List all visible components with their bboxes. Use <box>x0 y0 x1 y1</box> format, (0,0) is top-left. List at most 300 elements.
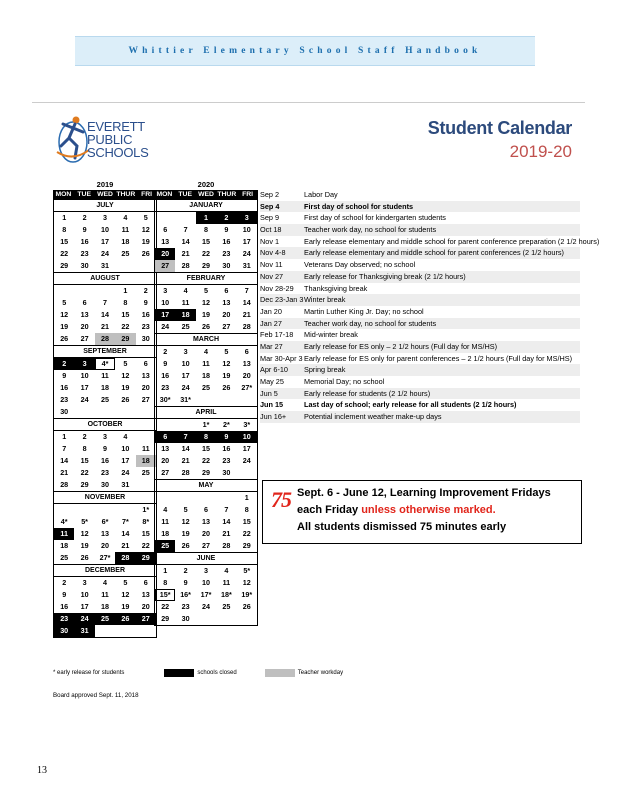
event-date: Sep 9 <box>260 213 280 223</box>
day-cell: 1 <box>123 286 128 295</box>
month-name: JANUARY <box>155 200 257 212</box>
day-cell: 1* <box>142 505 150 514</box>
event-description: Early release for ES only – 2 1/2 hours (Full day for MS/HS) <box>304 341 498 351</box>
day-cell: 12 <box>80 529 89 538</box>
event-row <box>260 306 580 318</box>
notice-line1: Sept. 6 - June 12, Learning Improvement Fridays <box>297 487 551 499</box>
day-cell: 24 <box>161 322 170 331</box>
event-date: Jun 15 <box>260 400 284 410</box>
week-row <box>54 358 156 370</box>
notice-line2-emphasis: unless otherwise marked. <box>361 504 496 516</box>
week-row <box>155 540 257 552</box>
day-cell: 21 <box>222 529 231 538</box>
event-date: Nov 4-8 <box>260 248 286 258</box>
day-cell: 8 <box>196 431 216 443</box>
day-cell: 20 <box>80 322 89 331</box>
day-cell: 28 <box>181 468 190 477</box>
day-cell: 1 <box>163 566 168 575</box>
day-cell: 5* <box>81 517 88 526</box>
day-cell: 16 <box>141 310 150 319</box>
week-row <box>54 540 156 552</box>
logo-line3: SCHOOLS <box>87 145 149 160</box>
day-cell: 15 <box>201 444 210 453</box>
day-cell <box>155 492 175 504</box>
event-date: Dec 23-Jan 3 <box>260 295 304 305</box>
day-cell: 5 <box>123 359 128 368</box>
handbook-banner <box>75 36 535 66</box>
day-cell: 6 <box>155 431 175 443</box>
day-cell: 13 <box>80 310 89 319</box>
week-row <box>54 443 156 455</box>
events-list <box>260 189 600 423</box>
day-cell <box>74 504 94 516</box>
weekday-label: TUE <box>77 191 91 198</box>
week-row <box>54 236 156 248</box>
day-cell: 2 <box>163 347 168 356</box>
day-cell: 3 <box>102 432 107 441</box>
divider <box>32 102 585 103</box>
day-cell: 25 <box>121 249 130 258</box>
day-cell: 30 <box>80 261 89 270</box>
day-cell: 9 <box>143 298 148 307</box>
legend-closed: schools closed <box>197 670 237 676</box>
day-cell: 3 <box>183 347 188 356</box>
day-cell <box>175 212 195 224</box>
day-cell: 4 <box>123 432 128 441</box>
day-cell: 16 <box>100 456 109 465</box>
day-cell: 6 <box>224 286 229 295</box>
week-row <box>54 528 156 540</box>
day-cell: 12 <box>181 517 190 526</box>
event-date: Apr 6-10 <box>260 365 288 375</box>
event-row <box>260 399 580 411</box>
day-cell: 6 <box>163 225 168 234</box>
day-cell: 30 <box>222 468 231 477</box>
day-cell: 13 <box>222 298 231 307</box>
runner-logo-icon <box>55 112 91 170</box>
day-cell: 23 <box>54 613 74 625</box>
day-cell: 30* <box>159 395 171 404</box>
day-cell: 1 <box>62 432 67 441</box>
notice-line3: All students dismissed 75 minutes early <box>297 521 507 533</box>
day-cell <box>136 479 156 491</box>
event-date: Jun 16+ <box>260 412 287 422</box>
month-name: JULY <box>54 200 156 212</box>
day-cell: 3 <box>74 358 94 370</box>
day-cell: 25 <box>141 468 150 477</box>
day-cell: 28 <box>242 322 251 331</box>
event-description: Labor Day <box>304 190 338 199</box>
day-cell: 16 <box>222 237 231 246</box>
day-cell: 10 <box>121 444 130 453</box>
day-cell: 12 <box>141 225 150 234</box>
day-cell: 7 <box>224 505 229 514</box>
day-cell <box>196 613 216 625</box>
event-date: Jan 27 <box>260 318 282 328</box>
day-cell: 23 <box>141 322 150 331</box>
day-cell: 13 <box>161 444 170 453</box>
week-row <box>155 224 257 236</box>
day-cell: 12 <box>121 590 130 599</box>
day-cell <box>237 394 257 406</box>
week-row <box>54 382 156 394</box>
day-cell: 28 <box>115 552 135 564</box>
day-cell <box>136 625 156 637</box>
legend <box>53 669 343 677</box>
day-cell: 2 <box>183 566 188 575</box>
week-row <box>155 309 257 321</box>
day-cell: 18 <box>60 541 69 550</box>
event-row <box>260 271 580 283</box>
day-cell: 20 <box>100 541 109 550</box>
day-cell <box>155 419 175 431</box>
day-cell: 4 <box>224 566 229 575</box>
weekday-label: WED <box>97 191 113 198</box>
day-cell: 4 <box>183 286 188 295</box>
day-cell: 23 <box>222 249 231 258</box>
day-cell: 28 <box>95 333 115 345</box>
day-cell: 5 <box>143 213 148 222</box>
day-cell: 24 <box>201 602 210 611</box>
day-cell: 29 <box>161 614 170 623</box>
day-cell: 8 <box>244 505 249 514</box>
day-cell: 26 <box>222 383 231 392</box>
day-cell: 10 <box>100 225 109 234</box>
day-cell: 2 <box>62 578 67 587</box>
day-cell <box>54 285 74 297</box>
day-cell: 2 <box>82 432 87 441</box>
day-cell: 6 <box>143 578 148 587</box>
legend-teacher-swatch <box>265 669 295 677</box>
week-row <box>155 321 257 333</box>
event-row <box>260 236 600 248</box>
day-cell: 25 <box>100 395 109 404</box>
day-cell: 18 <box>100 383 109 392</box>
day-cell: 13 <box>141 590 150 599</box>
day-cell: 19 <box>121 383 130 392</box>
day-cell: 10 <box>161 298 170 307</box>
day-cell: 21 <box>181 456 190 465</box>
event-date: Nov 27 <box>260 271 284 281</box>
day-cell: 27* <box>99 553 111 562</box>
day-cell: 20 <box>141 383 150 392</box>
day-cell <box>115 260 135 272</box>
week-row <box>54 625 156 637</box>
month-name: MAY <box>155 479 257 492</box>
day-cell: 15 <box>201 237 210 246</box>
day-cell: 21 <box>121 541 130 550</box>
day-cell: 3 <box>237 212 257 224</box>
day-cell: 24 <box>181 383 190 392</box>
day-cell: 15* <box>155 589 175 601</box>
day-cell: 9 <box>183 578 188 587</box>
day-cell: 31* <box>180 395 191 404</box>
day-cell <box>115 504 135 516</box>
page-number: 13 <box>37 765 47 776</box>
event-description: Winter break <box>304 295 346 305</box>
day-cell: 6 <box>203 505 208 514</box>
event-date: Mar 30-Apr 3 <box>260 353 303 363</box>
event-description: Memorial Day; no school <box>304 377 385 386</box>
day-cell: 5 <box>183 505 188 514</box>
months-grid <box>154 200 258 626</box>
day-cell: 5* <box>243 566 251 575</box>
legend-teacher: Teacher workday <box>297 670 344 676</box>
day-cell: 29 <box>80 480 89 489</box>
day-cell: 3 <box>102 213 107 222</box>
notice-number: 75 <box>271 487 291 512</box>
day-cell: 5 <box>224 347 229 356</box>
week-row <box>155 577 257 589</box>
week-row <box>54 212 156 224</box>
day-cell: 25 <box>181 322 190 331</box>
event-row <box>260 247 580 259</box>
day-cell: 23 <box>80 249 89 258</box>
day-cell: 30 <box>100 480 109 489</box>
day-cell: 1 <box>244 493 249 502</box>
event-description: Spring break <box>304 365 346 375</box>
day-cell: 7 <box>175 431 195 443</box>
weekday-label: THUR <box>116 191 136 198</box>
day-cell: 11 <box>202 359 210 368</box>
day-cell: 30 <box>60 407 69 416</box>
day-cell: 19 <box>181 529 190 538</box>
day-cell: 25 <box>60 553 69 562</box>
day-cell: 16 <box>60 602 69 611</box>
week-row <box>54 467 156 479</box>
week-row <box>155 504 257 516</box>
day-cell: 3 <box>203 566 208 575</box>
day-cell: 23 <box>161 383 170 392</box>
months-grid <box>53 200 157 638</box>
week-row <box>54 321 156 333</box>
day-cell: 9 <box>62 371 67 380</box>
day-cell: 26 <box>242 602 251 611</box>
event-description: Veterans Day observed; no school <box>304 260 416 270</box>
day-cell: 19 <box>141 237 150 246</box>
week-row <box>54 406 156 418</box>
day-cell: 3 <box>163 286 168 295</box>
day-cell: 2 <box>54 358 74 370</box>
event-row <box>260 212 580 224</box>
day-cell: 25 <box>155 540 175 552</box>
day-cell: 7 <box>183 225 188 234</box>
day-cell: 18 <box>201 371 210 380</box>
day-cell: 18 <box>100 602 109 611</box>
event-date: Jan 20 <box>260 306 282 316</box>
calendar-2019 <box>53 180 157 638</box>
week-row <box>54 455 156 467</box>
day-cell: 2* <box>222 420 230 429</box>
event-row <box>260 259 580 271</box>
event-date: Nov 1 <box>260 236 280 246</box>
week-row <box>54 309 156 321</box>
day-cell: 11 <box>101 590 109 599</box>
day-cell: 11 <box>141 444 150 453</box>
day-cell: 14 <box>121 529 130 538</box>
month-name: SEPTEMBER <box>54 345 156 358</box>
event-description: Last day of school; early release for all students (2 1/2 hours) <box>304 400 517 410</box>
day-cell: 29 <box>201 261 210 270</box>
day-cell: 29 <box>242 541 251 550</box>
day-cell: 25 <box>222 602 231 611</box>
day-cell: 7* <box>121 517 129 526</box>
day-cell: 23 <box>60 395 69 404</box>
day-cell: 21 <box>181 249 190 258</box>
day-cell: 12 <box>201 298 210 307</box>
day-cell: 3* <box>243 420 251 429</box>
day-cell <box>155 212 175 224</box>
week-row <box>54 297 156 309</box>
week-row <box>155 285 257 297</box>
day-cell: 8 <box>82 444 87 453</box>
day-cell: 8 <box>62 225 67 234</box>
day-cell: 16 <box>161 371 170 380</box>
week-row <box>155 346 257 358</box>
day-cell: 9 <box>82 225 87 234</box>
weekday-label: THUR <box>217 191 237 198</box>
calendar-heading <box>428 118 572 162</box>
day-cell: 16 <box>222 444 231 453</box>
day-cell: 10 <box>201 578 210 587</box>
day-cell: 31 <box>100 261 109 270</box>
week-row <box>155 443 257 455</box>
day-cell: 5 <box>123 578 128 587</box>
day-cell <box>95 285 115 297</box>
month-name: JUNE <box>155 552 257 565</box>
day-cell <box>54 504 74 516</box>
day-cell: 20 <box>155 248 175 260</box>
event-row <box>260 341 580 353</box>
day-cell: 17 <box>181 371 190 380</box>
day-cell <box>237 613 257 625</box>
day-cell <box>136 431 156 443</box>
day-cell: 17* <box>200 590 212 599</box>
day-cell: 26 <box>121 395 130 404</box>
calendar-year: 2020 <box>197 180 215 189</box>
day-cell: 27 <box>222 322 231 331</box>
day-cell <box>115 406 135 418</box>
day-cell: 9 <box>163 359 168 368</box>
day-cell: 27 <box>155 260 175 272</box>
day-cell: 22 <box>80 468 89 477</box>
day-cell: 23 <box>100 468 109 477</box>
day-cell: 5 <box>203 286 208 295</box>
day-cell: 16 <box>60 383 69 392</box>
day-cell: 22 <box>242 529 251 538</box>
month-name: OCTOBER <box>54 418 156 431</box>
event-description: Mid-winter break <box>304 330 358 340</box>
day-cell: 19 <box>60 322 69 331</box>
week-row <box>155 248 257 260</box>
event-description: Early release for students (2 1/2 hours) <box>304 388 431 398</box>
week-row <box>54 248 156 260</box>
day-cell: 12 <box>60 310 69 319</box>
week-row <box>54 224 156 236</box>
month-name: FEBRUARY <box>155 272 257 285</box>
event-row <box>260 411 580 423</box>
day-cell: 2 <box>216 212 236 224</box>
day-cell: 20 <box>201 529 210 538</box>
week-row <box>155 528 257 540</box>
weekday-label: MON <box>55 191 72 198</box>
day-cell: 9 <box>62 590 67 599</box>
event-date: Sep 4 <box>260 201 280 211</box>
day-cell <box>95 504 115 516</box>
day-cell <box>196 492 216 504</box>
day-cell <box>74 406 94 418</box>
day-cell: 19 <box>222 371 231 380</box>
month-name: AUGUST <box>54 272 156 285</box>
day-cell: 20 <box>161 456 170 465</box>
day-cell <box>74 285 94 297</box>
day-cell: 13 <box>141 371 150 380</box>
day-cell: 12 <box>222 359 231 368</box>
event-row <box>260 353 580 365</box>
day-cell: 18* <box>220 590 232 599</box>
day-cell: 15 <box>242 517 251 526</box>
week-row <box>155 260 257 272</box>
day-cell: 15 <box>141 529 150 538</box>
day-cell: 20 <box>242 371 251 380</box>
week-row <box>54 504 156 516</box>
day-cell: 30 <box>141 334 150 343</box>
week-row <box>54 577 156 589</box>
month-name: MARCH <box>155 333 257 346</box>
day-cell: 11 <box>101 371 109 380</box>
day-cell: 17 <box>100 237 109 246</box>
event-row <box>260 189 580 201</box>
day-cell <box>115 625 135 637</box>
day-cell: 29 <box>115 333 135 345</box>
month-name: DECEMBER <box>54 564 156 577</box>
day-cell: 31 <box>74 625 94 637</box>
event-description: Potential inclement weather make-up days <box>304 412 442 422</box>
weekday-label: WED <box>198 191 214 198</box>
day-cell: 6* <box>101 517 109 526</box>
event-date: Oct 18 <box>260 225 282 235</box>
day-cell <box>216 613 236 625</box>
week-row <box>54 394 156 406</box>
event-row <box>260 201 580 213</box>
day-cell <box>237 467 257 479</box>
day-cell: 17 <box>242 237 251 246</box>
event-date: Jun 5 <box>260 388 278 398</box>
day-cell: 24 <box>242 456 251 465</box>
event-row <box>260 224 580 236</box>
day-cell: 3 <box>82 578 87 587</box>
week-row <box>54 516 156 528</box>
day-cell: 20 <box>141 602 150 611</box>
day-cell: 21 <box>242 310 251 319</box>
day-cell: 19* <box>241 590 253 599</box>
day-cell <box>95 406 115 418</box>
day-cell: 22 <box>201 456 210 465</box>
day-cell: 7 <box>62 444 67 453</box>
day-cell: 4 <box>203 347 208 356</box>
week-row <box>155 601 257 613</box>
day-cell: 11 <box>121 225 130 234</box>
day-cell <box>175 419 195 431</box>
learning-fridays-notice <box>262 480 582 544</box>
event-description: Early release for Thanksgiving break (2 1/2 hours) <box>304 271 466 281</box>
day-cell: 21 <box>60 468 69 477</box>
banner-title: Whittier Elementary School Staff Handbook <box>128 46 482 56</box>
day-cell: 11 <box>161 517 169 526</box>
day-cell: 29 <box>136 552 156 564</box>
month-name: NOVEMBER <box>54 491 156 504</box>
day-cell: 14 <box>60 456 69 465</box>
